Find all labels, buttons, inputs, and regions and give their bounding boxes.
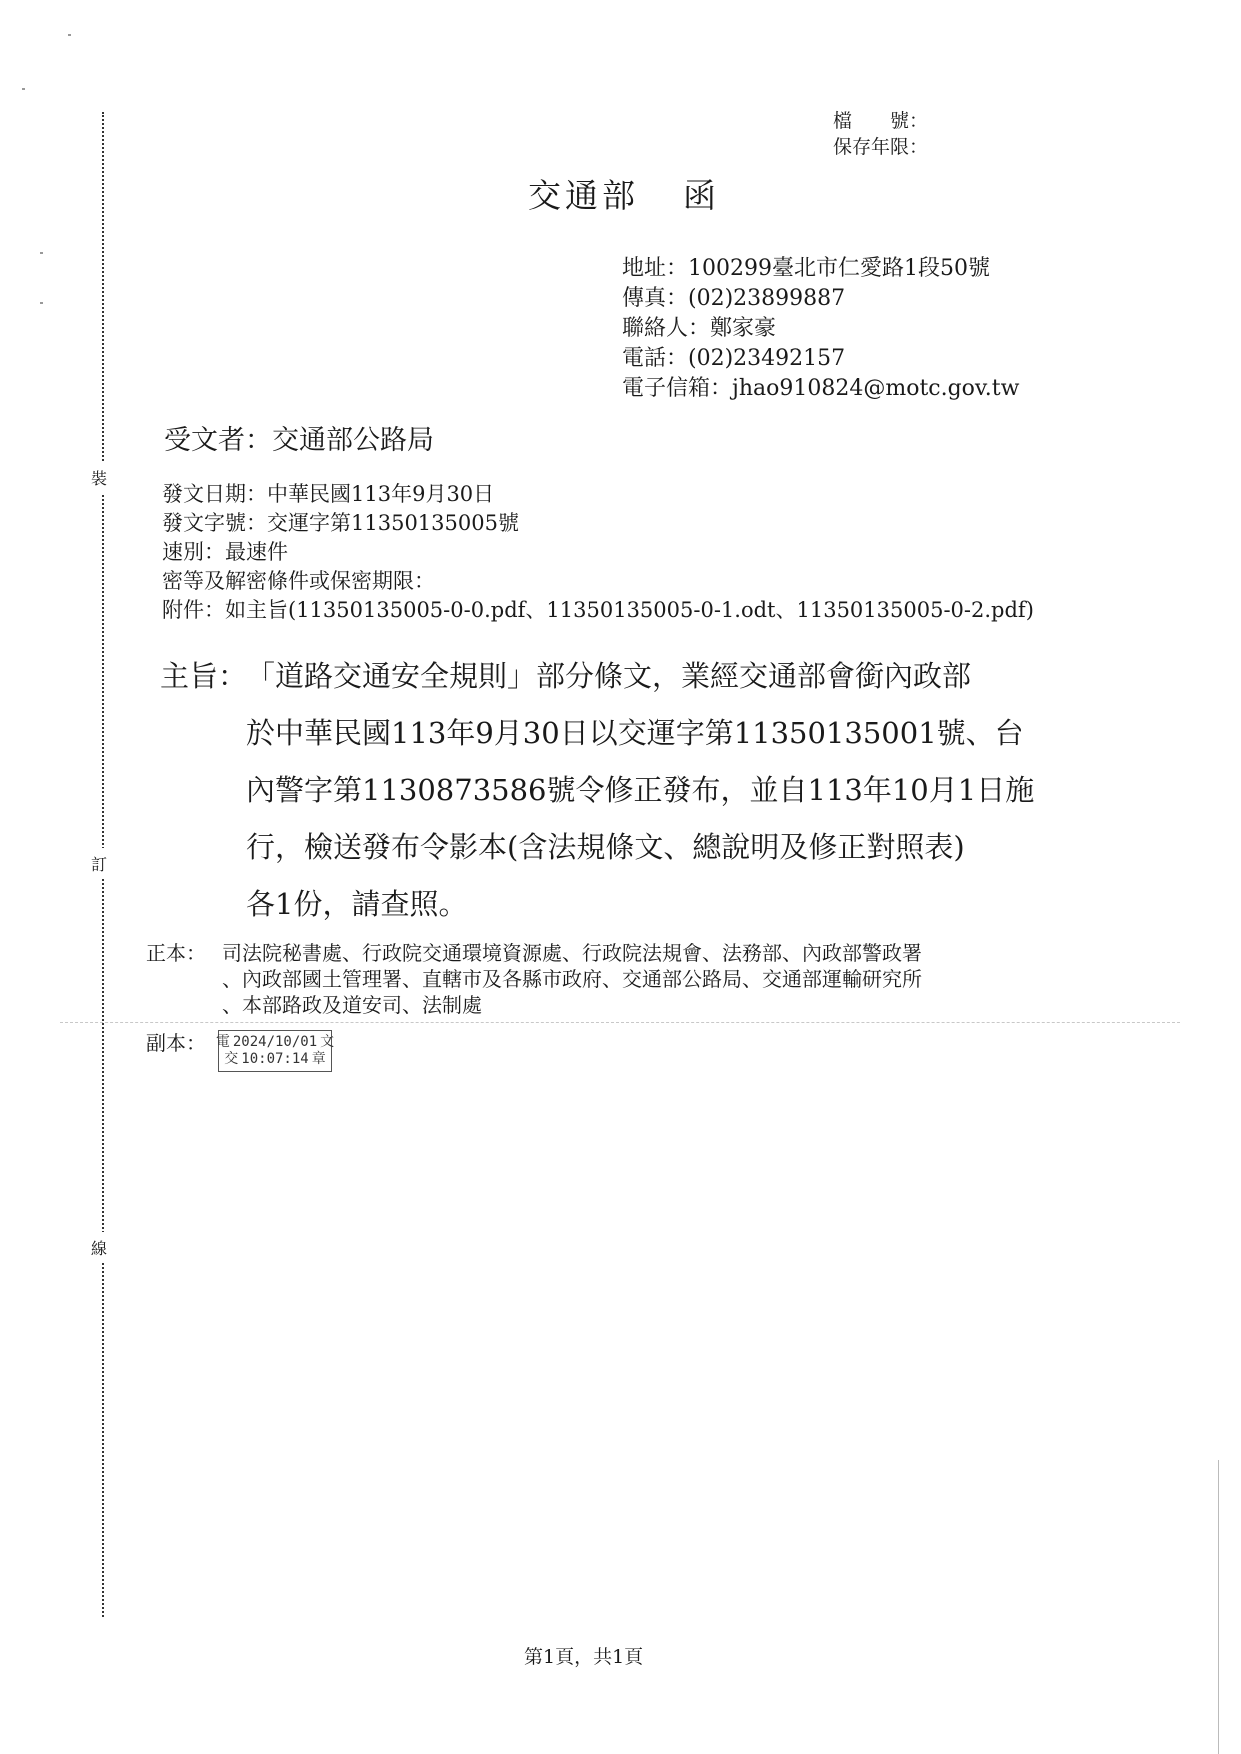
copy-recipients-label: 副本： xyxy=(146,1031,206,1055)
document-title xyxy=(528,170,720,217)
stamp-time: 10:07:14 xyxy=(241,1051,309,1067)
binding-char-zhuang: 裝 xyxy=(91,462,107,493)
scan-speck xyxy=(40,252,43,254)
subject-line: 行，檢送發布令影本(含法規條文、總說明及修正對照表) xyxy=(246,830,965,864)
document-type: 函 xyxy=(683,176,720,215)
stamp-char: 文 xyxy=(320,1034,335,1050)
confidentiality: 密等及解密條件或保密期限： xyxy=(162,569,435,593)
issue-date: 發文日期：中華民國113年9月30日 xyxy=(162,482,495,506)
page-number: 第1頁，共1頁 xyxy=(524,1646,644,1668)
subject-line: 於中華民國113年9月30日以交運字第11350135001號、台 xyxy=(246,716,1024,750)
subject-label: 主旨： xyxy=(160,659,248,693)
sender-address: 地址：100299臺北市仁愛路1段50號 xyxy=(622,256,990,281)
scan-artifact-line xyxy=(60,1022,1180,1023)
original-recipients-label: 正本： xyxy=(146,941,206,965)
stamp-char: 電 xyxy=(215,1034,230,1050)
file-number-label: 檔 號： xyxy=(833,110,929,132)
binding-char-xian: 線 xyxy=(91,1232,107,1263)
page-edge xyxy=(1218,1460,1219,1754)
subject-body xyxy=(246,705,1034,933)
sender-email: 電子信箱：jhao910824@motc.gov.tw xyxy=(622,376,1020,401)
original-recipients-line: 司法院秘書處、行政院交通環境資源處、行政院法規會、法務部、內政部警政署 xyxy=(222,941,922,965)
scan-speck xyxy=(22,88,25,90)
electronic-seal-stamp xyxy=(215,1030,335,1072)
binding-char-ding: 訂 xyxy=(91,848,107,879)
retention-period-label: 保存年限： xyxy=(833,136,929,158)
sender-fax: 傳真：(02)23899887 xyxy=(622,286,846,311)
recipient: 受文者：交通部公路局 xyxy=(164,425,434,456)
scan-speck xyxy=(40,302,43,304)
delivery-speed: 速別：最速件 xyxy=(162,540,288,564)
scan-speck xyxy=(68,34,71,36)
subject-first-line: 「道路交通安全規則」部分條文，業經交通部會銜內政部 xyxy=(246,659,972,693)
original-recipients-line: 、內政部國土管理署、直轄市及各縣市政府、交通部公路局、交通部運輸研究所 xyxy=(222,967,922,991)
document-number: 發文字號：交運字第11350135005號 xyxy=(162,511,519,535)
original-recipients-line: 、本部路政及道安司、法制處 xyxy=(222,993,482,1017)
original-recipients xyxy=(222,940,922,1018)
attachments: 附件：如主旨(11350135005-0-0.pdf、11350135005-0-1.odt、11350135005-0-2.pdf) xyxy=(162,598,1034,622)
subject-line: 內警字第1130873586號令修正發布，並自113年10月1日施 xyxy=(246,773,1035,807)
document-meta xyxy=(162,480,1034,625)
stamp-char: 章 xyxy=(311,1051,326,1067)
subject-line: 各1份，請查照。 xyxy=(246,887,468,921)
stamp-char: 交 xyxy=(224,1051,239,1067)
issuing-agency: 交通部 xyxy=(528,176,639,215)
sender-contact: 聯絡人：鄭家豪 xyxy=(622,316,777,341)
stamp-date: 2024/10/01 xyxy=(232,1034,318,1050)
sender-info xyxy=(622,254,1019,404)
sender-phone: 電話：(02)23492157 xyxy=(622,346,846,371)
